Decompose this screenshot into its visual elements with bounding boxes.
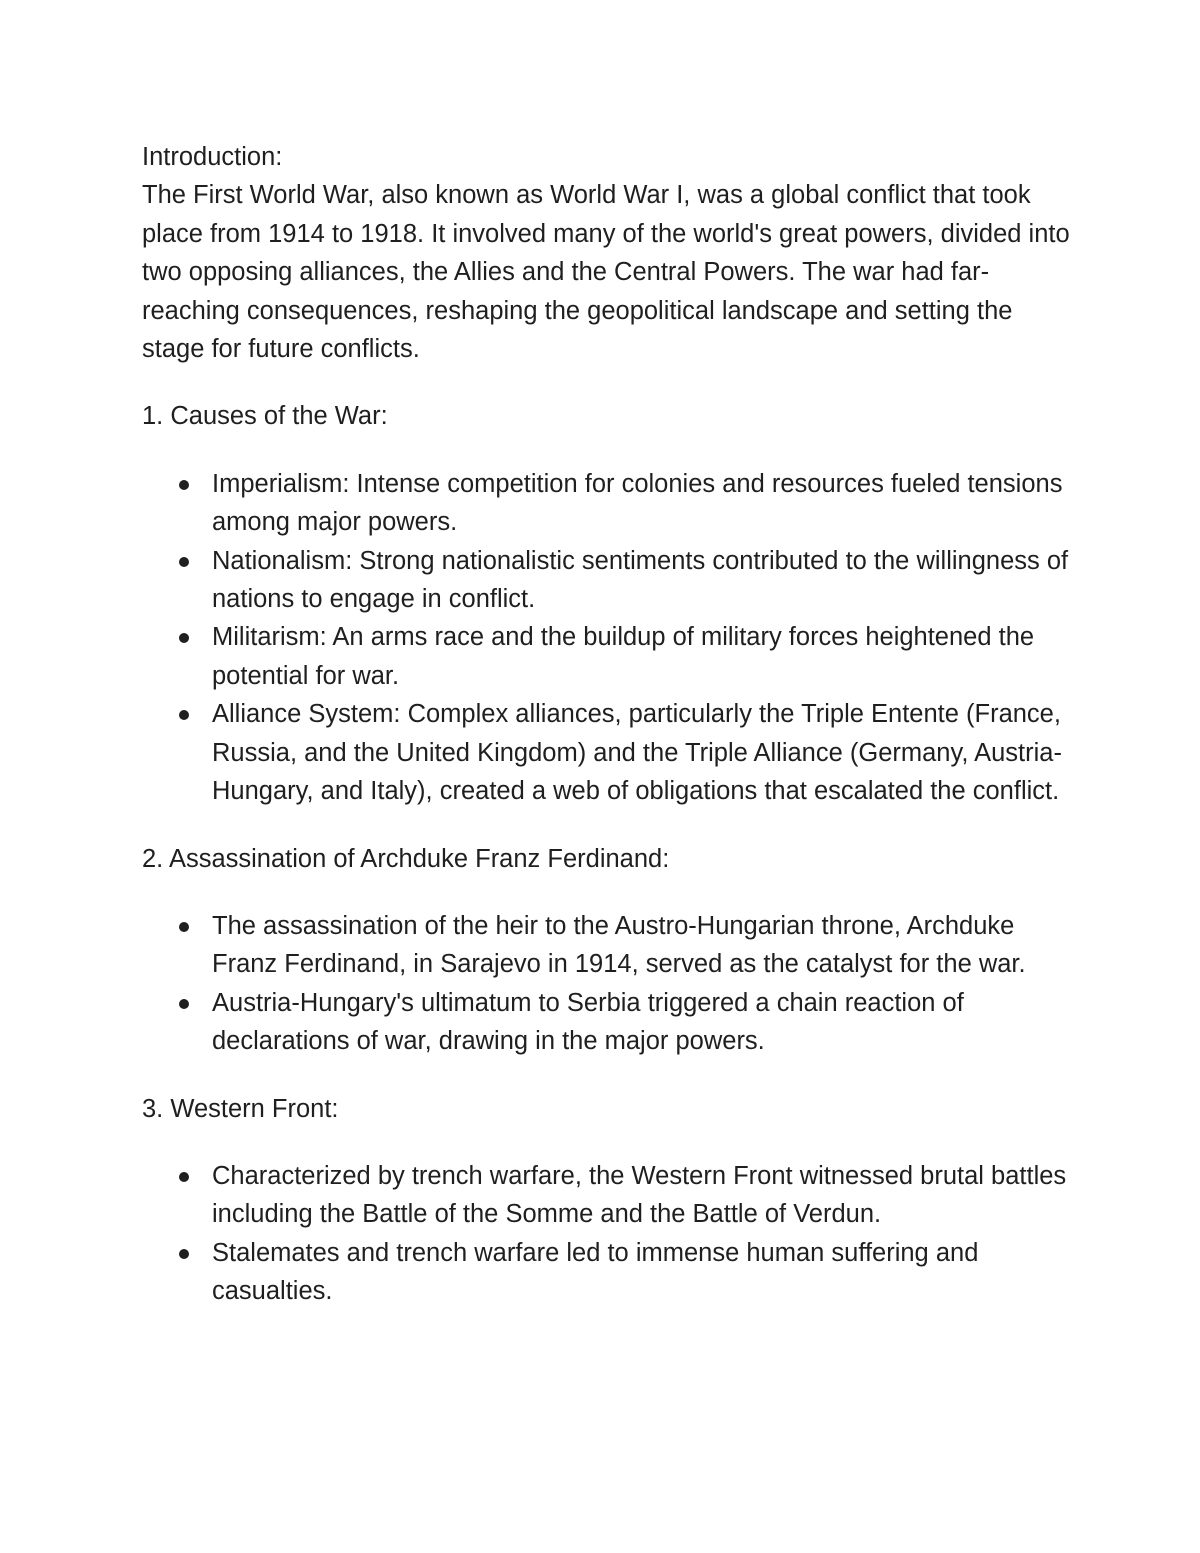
list-item-text: Characterized by trench warfare, the Western Front witnessed brutal battles including the Battle of the Somme and the Battle of Verdun. <box>212 1161 1067 1229</box>
bullet-icon <box>179 1172 189 1182</box>
list-item-text: The assassination of the heir to the Austro-Hungarian throne, Archduke Franz Ferdinand, in Sarajevo in 1914, served as the catalyst for the war. <box>212 911 1026 979</box>
list-item <box>142 1157 1072 1234</box>
list-item <box>142 695 1072 810</box>
bullet-icon <box>179 557 189 567</box>
intro-paragraph: The First World War, also known as World War I, was a global conflict that took place from 1914 to 1918. It involved many of the world's great powers, divided into two opposing alliances, the Allies and the Central Powers. The war had far-reaching consequences, reshaping the geopolitical landscape and setting the stage for future conflicts. <box>142 181 1070 364</box>
bullet-icon <box>179 480 189 490</box>
bullet-icon <box>179 1249 189 1259</box>
bullet-icon <box>179 922 189 932</box>
list-item-text: Alliance System: Complex alliances, particularly the Triple Entente (France, Russia, and the United Kingdom) and the Triple Alliance (Germany, Austria-Hungary, and Italy), created a web of obligations that escalated the conflict. <box>212 700 1062 806</box>
list-item <box>142 984 1072 1061</box>
bullet-icon <box>179 633 189 643</box>
bullet-list-causes <box>142 465 1072 811</box>
list-item <box>142 1234 1072 1311</box>
intro-heading: Introduction: <box>142 143 283 171</box>
list-item-text: Austria-Hungary's ultimatum to Serbia triggered a chain reaction of declarations of war, drawing in the major powers. <box>212 988 964 1056</box>
bullet-list-western-front <box>142 1157 1072 1311</box>
list-item-text: Stalemates and trench warfare led to immense human suffering and casualties. <box>212 1238 979 1306</box>
list-item <box>142 465 1072 542</box>
bullet-icon <box>179 999 189 1009</box>
list-item-text: Militarism: An arms race and the buildup of military forces heightened the potential for war. <box>212 623 1035 690</box>
section-heading-assassination: 2. Assassination of Archduke Franz Ferdinand: <box>142 844 670 873</box>
section-heading-western-front: 3. Western Front: <box>142 1094 339 1123</box>
list-item <box>142 542 1072 619</box>
bullet-list-assassination <box>142 907 1072 1061</box>
document-body <box>142 138 1072 1340</box>
section-heading-causes: 1. Causes of the War: <box>142 402 388 431</box>
bullet-icon <box>179 710 189 720</box>
list-item <box>142 618 1072 695</box>
list-item-text: Nationalism: Strong nationalistic sentiments contributed to the willingness of nations to engage in conflict. <box>212 546 1069 614</box>
list-item <box>142 907 1072 984</box>
list-item-text: Imperialism: Intense competition for colonies and resources fueled tensions among major powers. <box>212 469 1063 537</box>
